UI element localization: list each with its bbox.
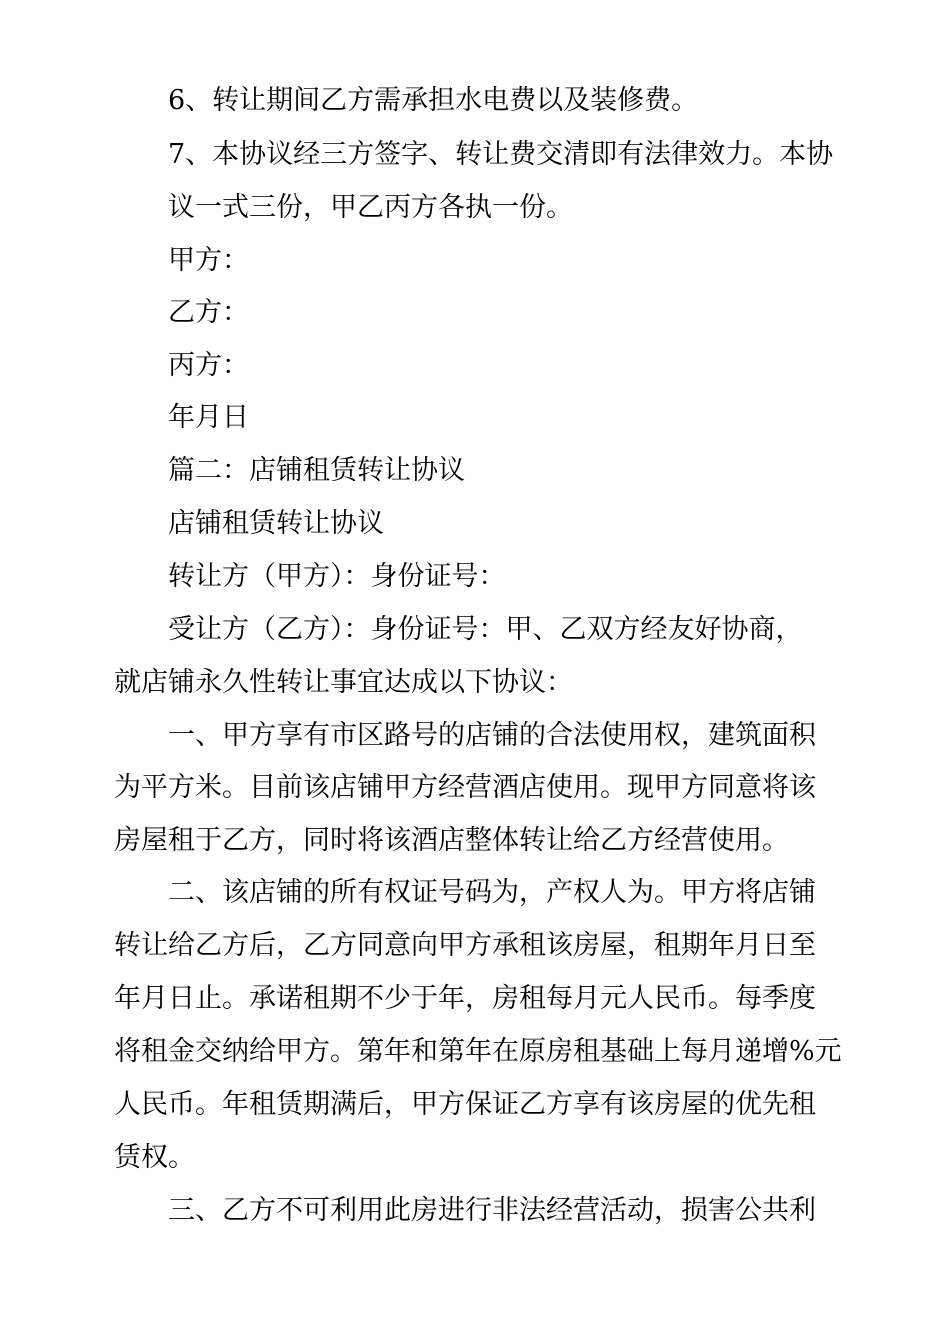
signature-party-c: 丙方： [168, 350, 249, 381]
signature-party-a: 甲方： [168, 245, 249, 276]
clause-2: 二、该店铺的所有权证号码为，产权人为。甲方将店铺 [168, 877, 816, 908]
clause-3: 三、乙方不可利用此房进行非法经营活动，损害公共利 [168, 1195, 816, 1226]
paragraph-line: 议一式三份，甲乙丙方各执一份。 [168, 192, 573, 223]
clause-1: 一、甲方享有市区路号的店铺的合法使用权，建筑面积 [168, 720, 816, 751]
paragraph-line: 7、本协议经三方签字、转让费交清即有法律效力。本协 [168, 139, 834, 170]
transferor-line: 转让方（甲方）：身份证号： [168, 561, 506, 592]
paragraph-line: 赁权。 [114, 1142, 195, 1173]
paragraph-line: 人民币。年租赁期满后，甲方保证乙方享有该房屋的优先租 [114, 1089, 816, 1120]
paragraph-line: 6、转让期间乙方需承担水电费以及装修费。 [168, 85, 699, 116]
paragraph-line: 就店铺永久性转让事宜达成以下协议： [114, 667, 573, 698]
agreement-title: 店铺租赁转让协议 [168, 508, 384, 539]
signature-date: 年月日 [168, 402, 249, 433]
transferee-line: 受让方（乙方）：身份证号：甲、乙双方经友好协商， [168, 614, 803, 645]
paragraph-line: 将租金交纳给甲方。第年和第年在原房租基础上每月递增%元 [114, 1036, 842, 1067]
section-heading: 篇二：店铺租赁转让协议 [168, 455, 465, 486]
paragraph-line: 为平方米。目前该店铺甲方经营酒店使用。现甲方同意将该 [114, 772, 816, 803]
signature-party-b: 乙方： [168, 297, 249, 328]
paragraph-line: 转让给乙方后，乙方同意向甲方承租该房屋，租期年月日至 [114, 930, 816, 961]
paragraph-line: 房屋租于乙方，同时将该酒店整体转让给乙方经营使用。 [114, 825, 789, 856]
paragraph-line: 年月日止。承诺租期不少于年，房租每月元人民币。每季度 [114, 983, 816, 1014]
